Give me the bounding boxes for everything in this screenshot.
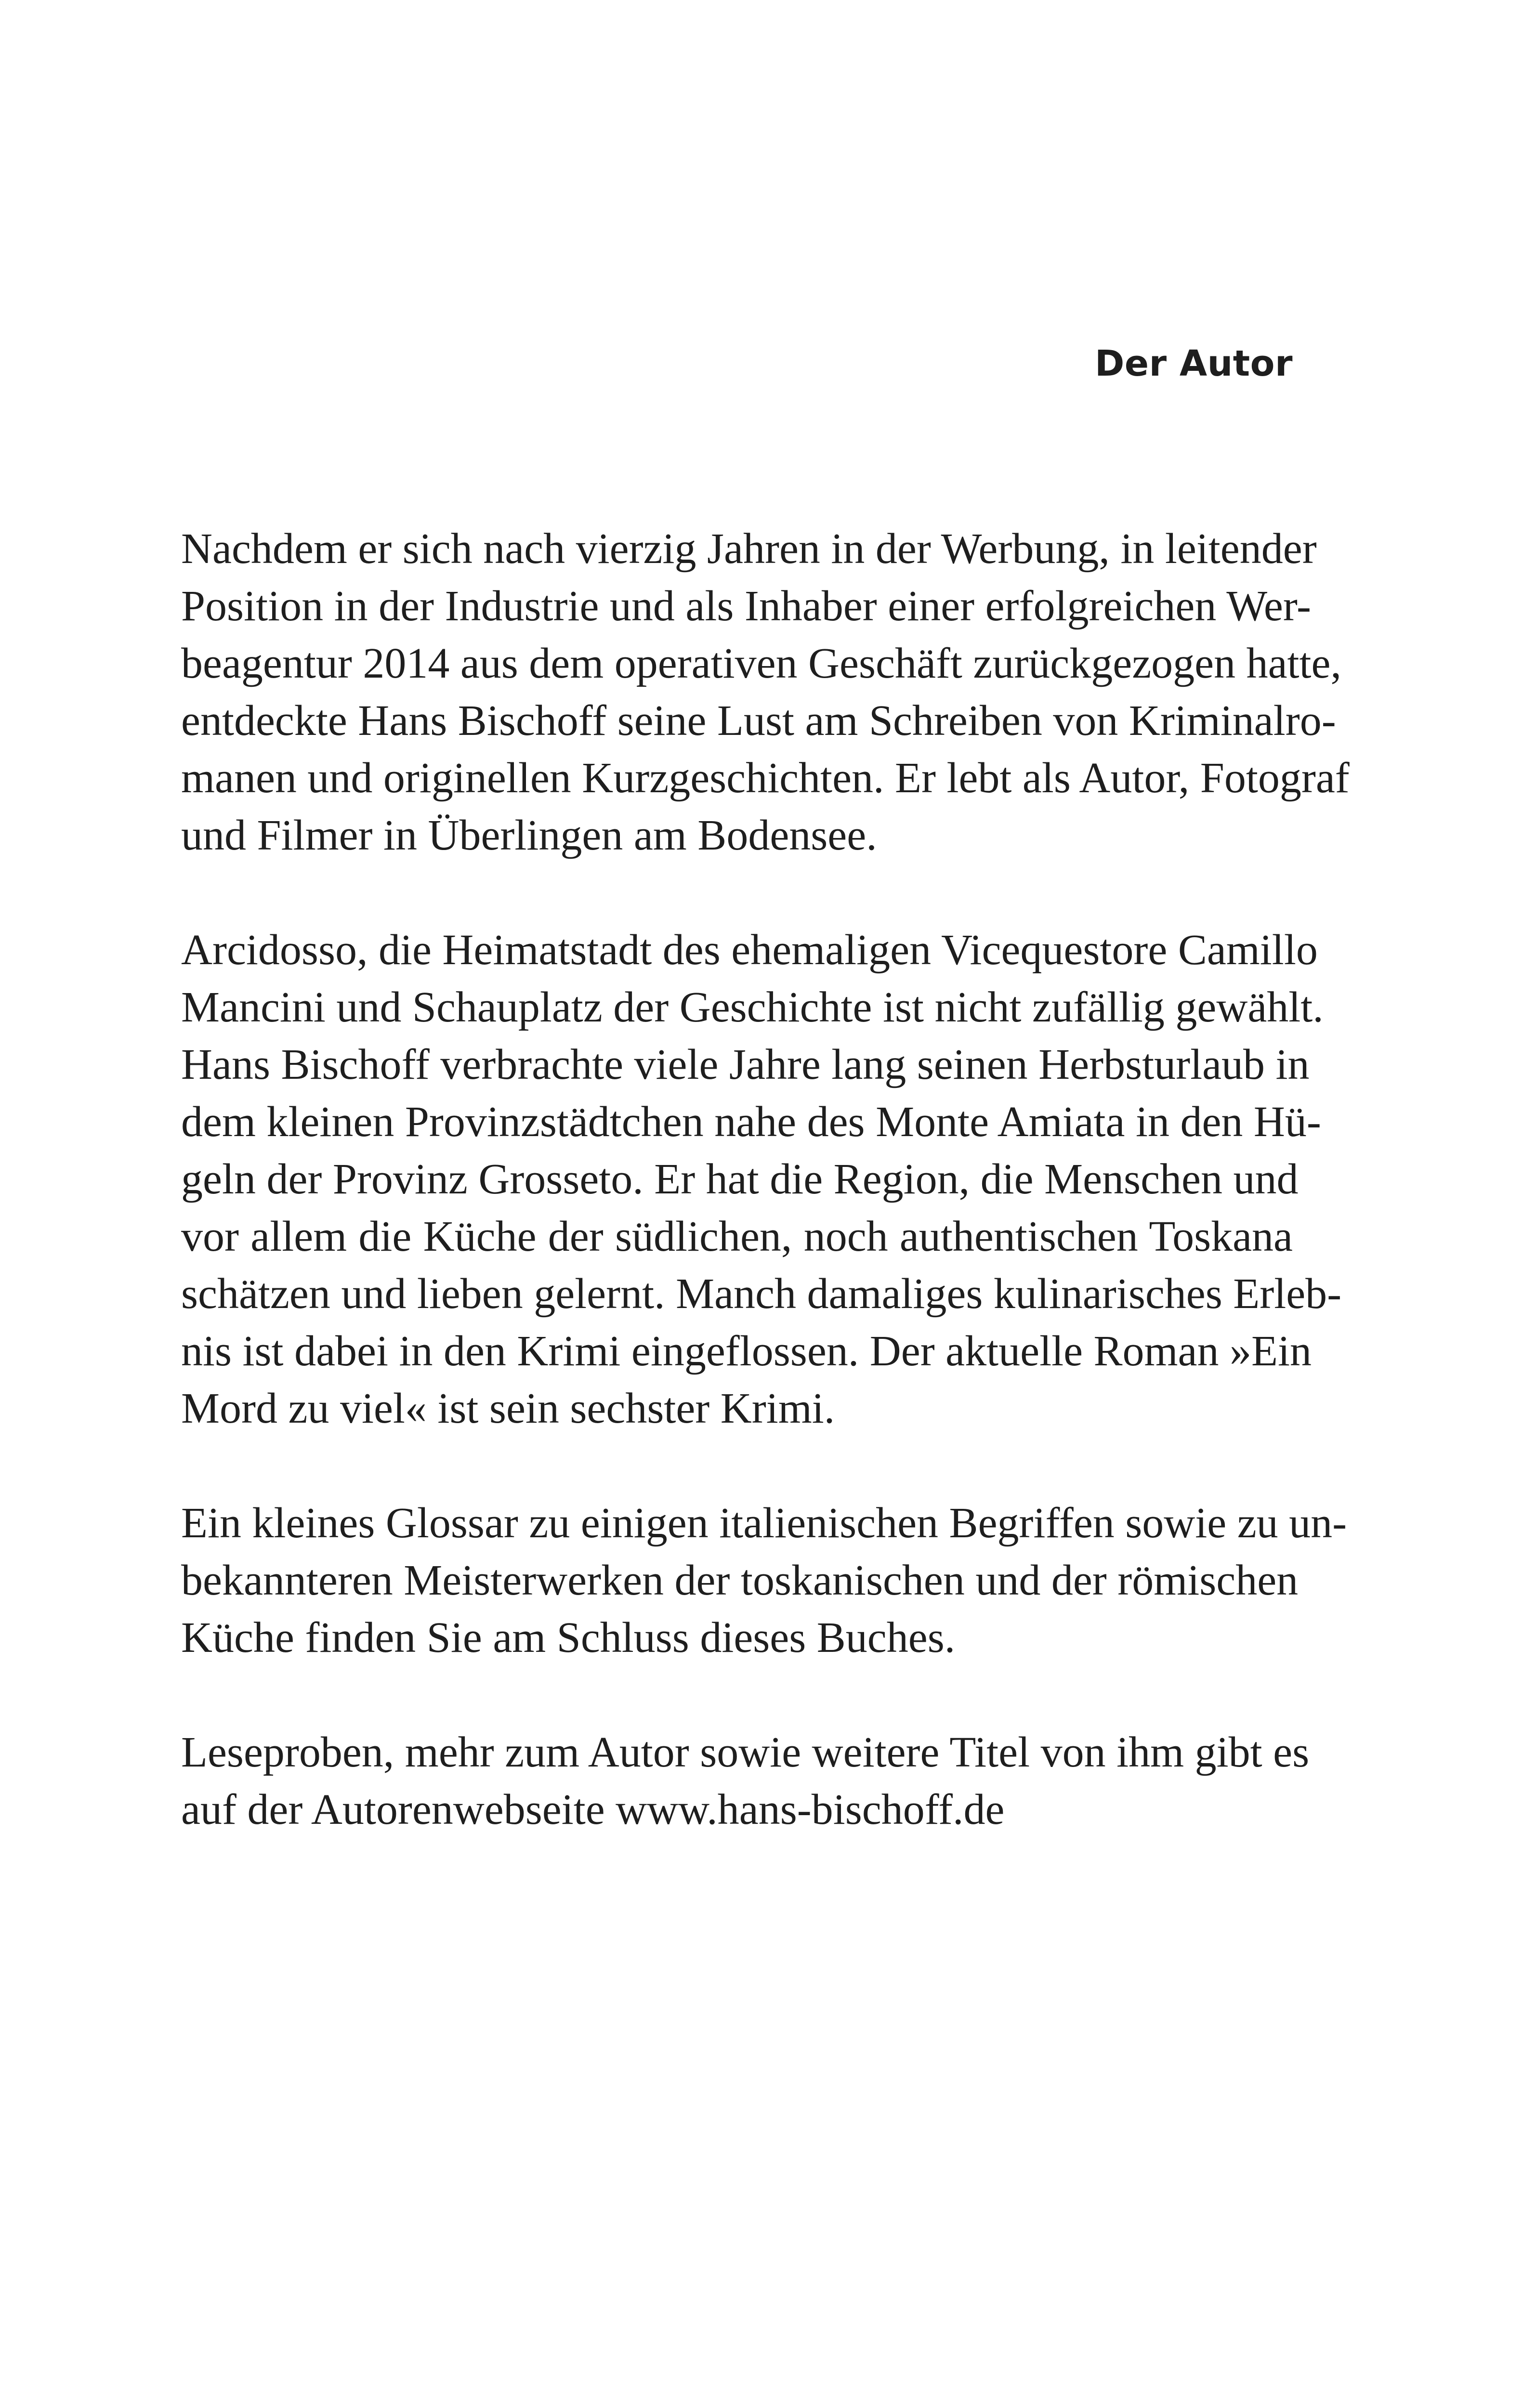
paragraph-glossary xyxy=(181,1494,1347,1666)
text-line: auf der Autorenwebseite www.hans-bischoff.de xyxy=(181,1786,1005,1833)
text-line: Arcidosso, die Heimatstadt des ehemaligen Vicequestore Camillo xyxy=(181,926,1318,974)
text-line: geln der Provinz Grosseto. Er hat die Region, die Menschen und xyxy=(181,1155,1299,1203)
text-line: entdeckte Hans Bischoff seine Lust am Schreiben von Kriminalro- xyxy=(181,697,1336,745)
text-line: Position in der Industrie und als Inhaber einer erfolgreichen Wer- xyxy=(181,582,1312,630)
text-line: Ein kleines Glossar zu einigen italienischen Begriffen sowie zu un- xyxy=(181,1499,1347,1547)
text-line: Mord zu viel« ist sein sechster Krimi. xyxy=(181,1385,835,1432)
text-line: dem kleinen Provinzstädtchen nahe des Monte Amiata in den Hü- xyxy=(181,1098,1321,1146)
text-line: vor allem die Küche der südlichen, noch authentischen Toskana xyxy=(181,1213,1293,1260)
paragraph-setting xyxy=(181,921,1342,1437)
paragraph-website xyxy=(181,1724,1310,1838)
text-line: Nachdem er sich nach vierzig Jahren in der Werbung, in leitender xyxy=(181,525,1317,573)
text-line: nis ist dabei in den Krimi eingeflossen. Der aktuelle Roman »Ein xyxy=(181,1327,1312,1375)
author-biography xyxy=(181,520,1350,1896)
text-line: manen und originellen Kurzgeschichten. Er lebt als Autor, Fotograf xyxy=(181,754,1350,802)
text-line: und Filmer in Überlingen am Bodensee. xyxy=(181,811,877,859)
paragraph-career xyxy=(181,520,1350,864)
text-line: bekannteren Meisterwerken der toskanischen und der römischen xyxy=(181,1557,1299,1604)
text-line: Leseproben, mehr zum Autor sowie weitere Titel von ihm gibt es xyxy=(181,1728,1310,1776)
page-heading: Der Autor xyxy=(1094,343,1293,384)
text-line: schätzen und lieben gelernt. Manch damaliges kulinarisches Erleb- xyxy=(181,1270,1342,1318)
text-line: Küche finden Sie am Schluss dieses Buches. xyxy=(181,1614,956,1662)
text-line: beagentur 2014 aus dem operativen Geschäft zurückgezogen hatte, xyxy=(181,640,1341,687)
text-line: Mancini und Schauplatz der Geschichte ist nicht zufällig gewählt. xyxy=(181,983,1324,1031)
text-line: Hans Bischoff verbrachte viele Jahre lang seinen Herbsturlaub in xyxy=(181,1041,1310,1088)
